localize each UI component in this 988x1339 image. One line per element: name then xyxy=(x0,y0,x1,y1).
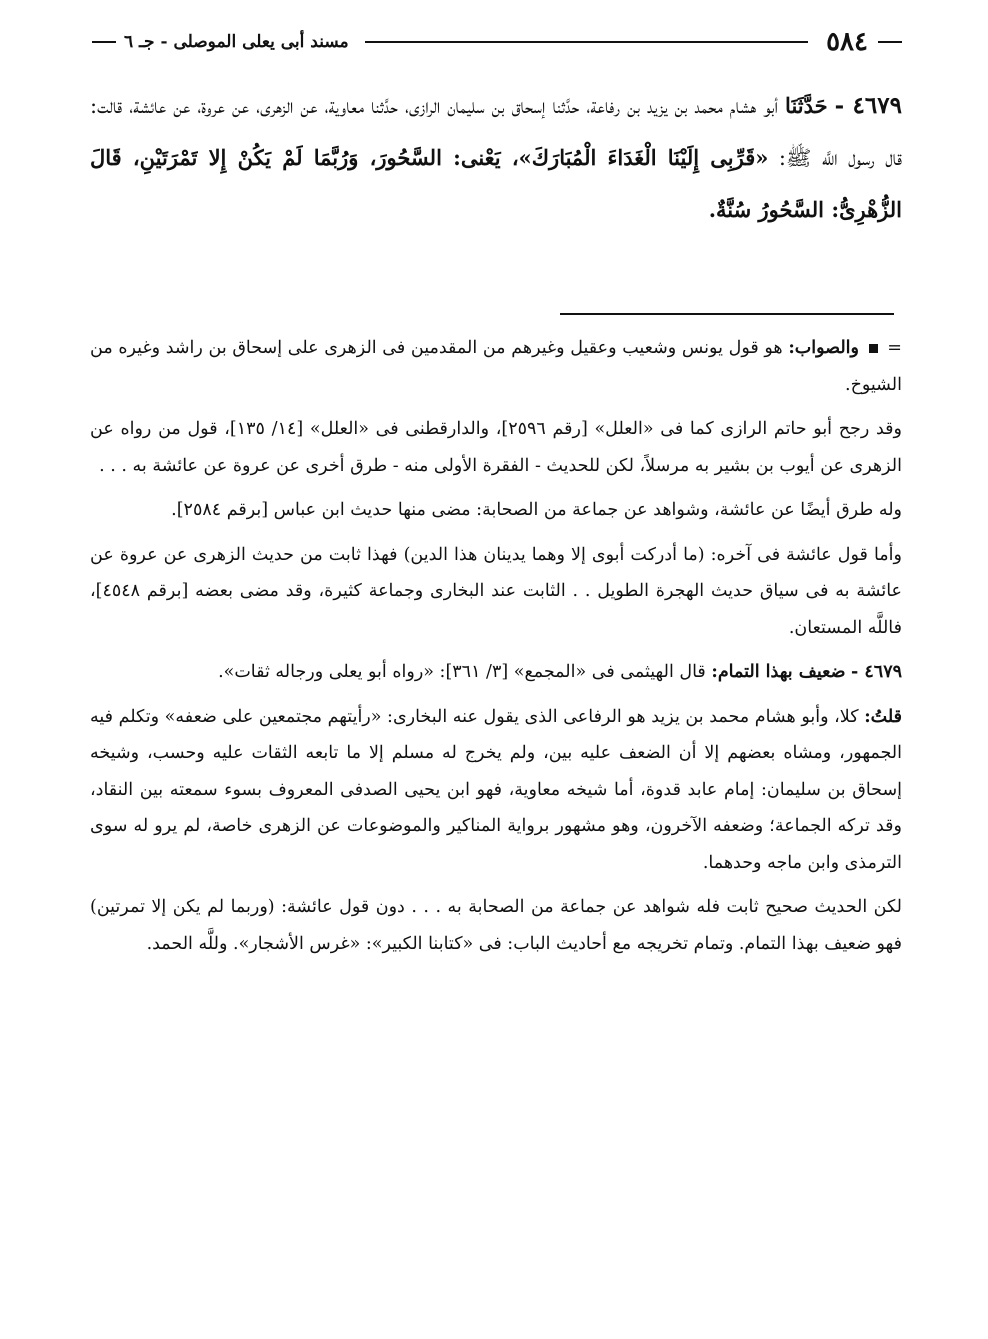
footnote-grade: ضعيف بهذا التمام: xyxy=(711,662,846,682)
hadith-text xyxy=(90,80,902,236)
footnote-paragraph xyxy=(90,537,902,647)
page-header xyxy=(92,22,902,62)
footnote-bold-lead: قلتُ: xyxy=(864,706,902,727)
header-dash-left xyxy=(92,41,116,43)
footnote-text: وأما قول عائشة فى آخره: (ما أدركت أبوى إلا وهما يدينان هذا الدين) فهذا ثابت من حديث الزهرى عن عروة عن عائشة به فى سياق حديث الهجرة الطويل . . الثابت عند البخارى وجماعة كثيرة، وقد مضى بعضه [برقم ٤٥٤٨]، فاللَّه المستعان. xyxy=(90,544,902,638)
continuation-marker: = xyxy=(887,338,902,358)
footnotes xyxy=(90,330,902,970)
footnote-paragraph xyxy=(90,330,902,403)
footnote-bold-lead: والصواب: xyxy=(788,338,859,358)
footnote-text: قال الهيثمى فى «المجمع» [٣/ ٣٦١]: «رواه أبو يعلى ورجاله ثقات». xyxy=(218,662,706,682)
book-title: مسند أبى يعلى الموصلى - جـ ٦ xyxy=(124,32,349,52)
footnote-text: هو قول يونس وشعيب وعقيل وغيرهم من المقدمين فى الزهرى على إسحاق بن راشد وغيره من الشيوخ. xyxy=(90,338,902,395)
footnote-text: لكن الحديث صحيح ثابت فله شواهد عن جماعة من الصحابة به . . . دون قول عائشة: (وربما لم يكن إلا تمرتين) فهو ضعيف بهذا التمام. وتمام تخريجه مع أحاديث الباب: فى «كتابنا الكبير»: «غرس الأشجار». وللَّه الحمد. xyxy=(90,897,902,954)
hadith-isnad: أبو هشام محمد بن يزيد بن رفاعة، حدَّثنا إسحاق بن سليمان الرازى، حدَّثنا معاوية، عن الزهرى، عن عروة، عن عائشة، قالت: قال رسول اللَّه ﷺ: xyxy=(90,94,902,170)
footnote-text: وقد رجح أبو حاتم الرازى كما فى «العلل» [رقم ٢٥٩٦]، والدارقطنى فى «العلل» [١٤/ ١٣٥]، قول من رواه عن الزهرى عن أيوب بن بشير به مرسلاً، لكن للحديث - الفقرة الأولى منه - طرق أخرى عن عروة عن عائشة به . . . xyxy=(90,419,902,476)
hadith-opening-word: حَدَّثَنَا xyxy=(785,93,828,118)
square-bullet-icon xyxy=(869,344,878,353)
footnote-paragraph xyxy=(90,699,902,882)
page-number: ٥٨٤ xyxy=(826,27,868,57)
footnote-paragraph xyxy=(90,411,902,484)
footnote-paragraph xyxy=(90,654,902,691)
footnote-text: كلا، وأبو هشام محمد بن يزيد هو الرفاعى الذى يقول عنه البخارى: «رأيتهم مجتمعين على ضعفه» وتكلم فيه الجمهور، ومشاه بعضهم إلا أن الضعف عليه بين، ولم يخرج له مسلم إلا ما تابعه الثقات عليه وحسب، وشيخه إسحاق بن سليمان: إمام عابد قدوة، أما شيخه معاوية، فهو ابن يحيى الصدفى المعروف بسوء سمعته بين النقاد، وقد تركه الجماعة؛ وضعفه الآخرون، وهو مشهور برواية المناكير والموضوعات عن الزهرى خاصة، لم يرو له سوى الترمذى وابن ماجه وحدهما. xyxy=(90,706,902,873)
footnote-number: ٤٦٧٩ - xyxy=(851,662,902,682)
footnote-text: وله طرق أيضًا عن عائشة، وشواهد عن جماعة من الصحابة: مضى منها حديث ابن عباس [برقم ٢٥٨٤]. xyxy=(171,500,902,520)
header-dash-right xyxy=(878,41,902,43)
footnote-paragraph xyxy=(90,889,902,962)
footnote-paragraph xyxy=(90,492,902,529)
header-rule xyxy=(365,41,808,43)
hadith-matn: «قَرِّبِى إِلَيْنَا الْغَدَاءَ الْمُبَارَكَ»، يَعْنى: السَّحُورَ، وَرُبَّمَا لَمْ يَكُنْ إِلا تَمْرَتَيْنِ، قَالَ الزُّهْرِىُّ: السَّحُورُ سُنَّةٌ. xyxy=(90,145,902,222)
hadith-number: ٤٦٧٩ - xyxy=(834,92,902,119)
footnote-separator xyxy=(560,313,894,315)
